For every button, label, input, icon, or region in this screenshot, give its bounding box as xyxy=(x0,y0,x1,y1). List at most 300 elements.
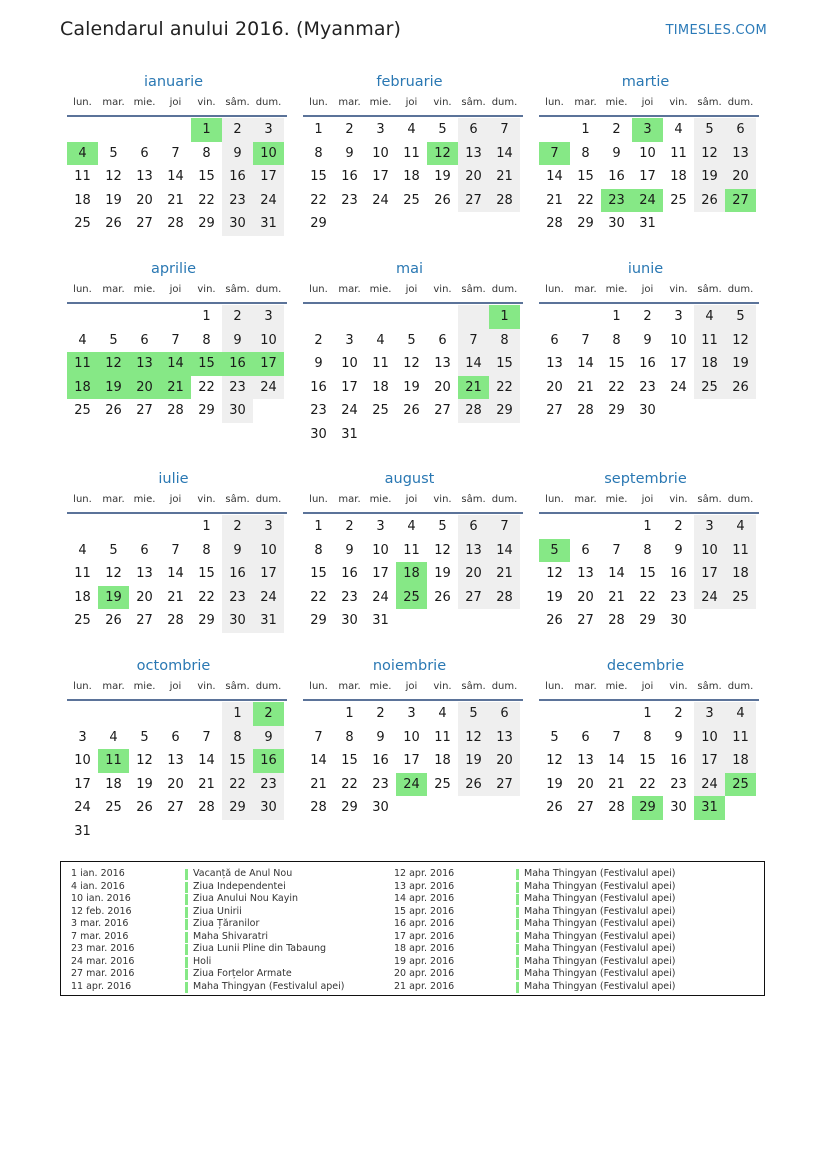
day-cell: 26 xyxy=(403,403,420,419)
day-cell: 14 xyxy=(198,753,215,769)
header-rule xyxy=(303,302,523,304)
day-cell: 12 xyxy=(105,566,122,582)
weekday-label: vin. xyxy=(197,494,216,505)
day-cell: 4 xyxy=(407,519,416,534)
day-cell: 30 xyxy=(341,613,358,629)
day-cell: 21 xyxy=(167,589,184,605)
legend-date: 15 apr. 2016 xyxy=(394,905,455,917)
day-cell: 6 xyxy=(438,332,447,348)
day-cell: 18 xyxy=(74,589,91,605)
month-februarie xyxy=(298,72,521,236)
day-cell: 7 xyxy=(314,729,323,745)
day-cell: 17 xyxy=(670,356,687,372)
day-cell: 27 xyxy=(136,613,153,629)
empty-cell xyxy=(427,305,458,329)
day-cell: 16 xyxy=(341,566,358,582)
month-octombrie xyxy=(62,656,285,844)
day-cell: 9 xyxy=(612,145,621,161)
day-cell: 5 xyxy=(109,542,118,558)
weekday-label: vin. xyxy=(197,681,216,692)
legend-date: 4 ian. 2016 xyxy=(71,880,125,892)
month-name: august xyxy=(384,471,435,487)
header-rule xyxy=(539,115,759,117)
header-rule xyxy=(539,699,759,701)
empty-cell xyxy=(160,118,191,142)
weekday-label: mie. xyxy=(133,284,156,295)
weekday-label: mie. xyxy=(133,681,156,692)
legend-marker xyxy=(516,869,519,880)
day-cell: 5 xyxy=(539,539,570,563)
day-cell: 27 xyxy=(458,189,489,213)
legend-date: 1 ian. 2016 xyxy=(71,868,125,879)
day-cell: 27 xyxy=(167,800,184,816)
day-cell: 29 xyxy=(489,399,520,423)
day-cell: 24 xyxy=(253,189,284,213)
day-cell: 17 xyxy=(372,169,389,185)
day-cell: 13 xyxy=(129,352,160,376)
day-cell: 26 xyxy=(105,216,122,232)
day-cell: 28 xyxy=(167,216,184,232)
day-cell: 1 xyxy=(222,702,253,726)
day-cell: 20 xyxy=(136,192,153,208)
day-cell: 1 xyxy=(191,118,222,142)
day-cell: 2 xyxy=(222,515,253,539)
day-cell: 28 xyxy=(608,613,625,629)
day-cell: 10 xyxy=(253,142,284,166)
day-cell: 19 xyxy=(546,589,563,605)
day-cell: 7 xyxy=(202,729,211,745)
day-cell: 12 xyxy=(725,329,756,353)
day-cell: 4 xyxy=(78,332,87,348)
day-cell: 29 xyxy=(632,796,663,820)
day-cell: 22 xyxy=(222,773,253,797)
legend-holiday-name: Maha Shivaratri xyxy=(193,930,269,942)
day-cell: 6 xyxy=(458,118,489,142)
month-mai xyxy=(298,259,521,447)
day-cell: 29 xyxy=(198,403,215,419)
empty-cell xyxy=(365,305,396,329)
day-cell: 14 xyxy=(546,169,563,185)
day-cell: 4 xyxy=(725,515,756,539)
header-rule xyxy=(539,302,759,304)
day-cell: 25 xyxy=(725,586,756,610)
day-cell: 23 xyxy=(601,189,632,213)
legend-row xyxy=(71,981,371,994)
weekday-label: joi xyxy=(169,97,182,108)
day-cell: 16 xyxy=(222,352,253,376)
day-cell: 10 xyxy=(253,539,284,563)
day-cell: 19 xyxy=(725,352,756,376)
legend-marker xyxy=(516,944,519,955)
day-cell: 5 xyxy=(140,729,149,745)
day-cell: 14 xyxy=(489,142,520,166)
weekday-label: mie. xyxy=(605,494,628,505)
weekday-label: mar. xyxy=(102,494,125,505)
day-cell: 8 xyxy=(581,145,590,161)
day-cell: 30 xyxy=(639,403,656,419)
empty-cell xyxy=(396,305,427,329)
weekday-label: mar. xyxy=(574,681,597,692)
legend-holiday-name: Maha Thingyan (Festivalul apei) xyxy=(193,980,345,992)
empty-cell xyxy=(570,515,601,539)
day-cell: 20 xyxy=(577,589,594,605)
day-cell: 29 xyxy=(577,216,594,232)
day-cell: 27 xyxy=(577,800,594,816)
weekday-label: mie. xyxy=(369,494,392,505)
month-iunie xyxy=(534,259,757,423)
header-rule xyxy=(67,115,287,117)
month-martie xyxy=(534,72,757,236)
empty-cell xyxy=(67,702,98,726)
legend-holiday-name: Ziua Forțelor Armate xyxy=(193,968,292,979)
day-cell: 25 xyxy=(74,216,91,232)
day-cell: 25 xyxy=(670,192,687,208)
weekday-label: vin. xyxy=(669,494,688,505)
empty-cell xyxy=(601,702,632,726)
weekday-label: lun. xyxy=(545,681,564,692)
legend-marker xyxy=(185,907,188,918)
day-cell: 14 xyxy=(160,352,191,376)
month-name: aprilie xyxy=(150,261,197,277)
legend-row xyxy=(394,956,694,969)
day-cell: 11 xyxy=(403,145,420,161)
legend-holiday-name: Maha Thingyan (Festivalul apei) xyxy=(524,868,676,879)
header-rule xyxy=(67,302,287,304)
month-septembrie xyxy=(534,469,757,633)
legend-marker xyxy=(185,894,188,905)
day-cell: 3 xyxy=(632,118,663,142)
day-cell: 17 xyxy=(74,776,91,792)
day-cell: 23 xyxy=(222,586,253,610)
day-cell: 10 xyxy=(372,542,389,558)
weekday-label: dum. xyxy=(491,97,518,108)
day-cell: 9 xyxy=(222,329,253,353)
day-cell: 12 xyxy=(434,542,451,558)
day-cell: 22 xyxy=(341,776,358,792)
day-cell: 14 xyxy=(167,169,184,185)
day-cell: 13 xyxy=(577,566,594,582)
weekday-label: joi xyxy=(169,681,182,692)
weekday-label: mie. xyxy=(605,681,628,692)
day-cell: 5 xyxy=(725,305,756,329)
weekday-label: lun. xyxy=(545,97,564,108)
weekday-label: sâm. xyxy=(697,97,722,108)
weekday-label: vin. xyxy=(669,284,688,295)
legend-holiday-name: Maha Thingyan (Festivalul apei) xyxy=(524,893,676,904)
legend-date: 18 apr. 2016 xyxy=(394,943,455,954)
legend-holiday-name: Ziua Independentei xyxy=(193,880,286,892)
day-cell: 27 xyxy=(725,189,756,213)
day-cell: 14 xyxy=(458,352,489,376)
day-cell: 23 xyxy=(639,379,656,395)
day-cell: 31 xyxy=(253,609,284,633)
day-cell: 31 xyxy=(372,613,389,629)
day-cell: 22 xyxy=(198,379,215,395)
day-cell: 15 xyxy=(310,566,327,582)
legend-date: 23 mar. 2016 xyxy=(71,943,135,954)
day-cell: 1 xyxy=(202,309,211,324)
legend-holiday-name: Maha Thingyan (Festivalul apei) xyxy=(524,955,676,967)
day-cell: 17 xyxy=(253,352,284,376)
weekday-label: mar. xyxy=(574,284,597,295)
day-cell: 26 xyxy=(546,613,563,629)
day-cell: 15 xyxy=(639,566,656,582)
day-cell: 3 xyxy=(253,118,284,142)
day-cell: 20 xyxy=(725,165,756,189)
day-cell: 26 xyxy=(694,189,725,213)
weekday-label: lun. xyxy=(73,284,92,295)
legend-date: 19 apr. 2016 xyxy=(394,955,455,967)
weekday-label: joi xyxy=(641,97,654,108)
weekday-label: joi xyxy=(405,494,418,505)
weekday-label: sâm. xyxy=(697,494,722,505)
legend-row xyxy=(71,931,371,944)
weekday-label: dum. xyxy=(491,681,518,692)
day-cell: 15 xyxy=(577,169,594,185)
legend-marker xyxy=(516,894,519,905)
day-cell: 13 xyxy=(167,753,184,769)
day-cell: 19 xyxy=(546,776,563,792)
day-cell: 3 xyxy=(674,309,683,324)
day-cell: 7 xyxy=(171,145,180,161)
weekday-label: dum. xyxy=(727,97,754,108)
day-cell: 2 xyxy=(345,519,354,534)
empty-cell xyxy=(539,515,570,539)
day-cell: 16 xyxy=(222,165,253,189)
day-cell: 14 xyxy=(608,753,625,769)
weekday-label: dum. xyxy=(491,494,518,505)
day-cell: 25 xyxy=(396,586,427,610)
day-cell: 4 xyxy=(725,702,756,726)
day-cell: 23 xyxy=(222,376,253,400)
day-cell: 2 xyxy=(376,706,385,721)
weekday-label: vin. xyxy=(669,97,688,108)
day-cell: 6 xyxy=(581,542,590,558)
legend-row xyxy=(394,918,694,931)
day-cell: 16 xyxy=(670,566,687,582)
day-cell: 2 xyxy=(253,702,284,726)
day-cell: 8 xyxy=(314,542,323,558)
day-cell: 22 xyxy=(489,376,520,400)
day-cell: 16 xyxy=(222,562,253,586)
day-cell: 28 xyxy=(577,403,594,419)
empty-cell xyxy=(160,702,191,726)
weekday-label: sâm. xyxy=(461,681,486,692)
weekday-label: lun. xyxy=(73,681,92,692)
weekday-label: mar. xyxy=(102,284,125,295)
month-name: martie xyxy=(621,74,670,90)
day-cell: 1 xyxy=(489,305,520,329)
empty-cell xyxy=(303,305,334,329)
month-name: decembrie xyxy=(606,658,685,674)
day-cell: 6 xyxy=(140,145,149,161)
day-cell: 23 xyxy=(341,589,358,605)
day-cell: 3 xyxy=(376,519,385,534)
empty-cell xyxy=(570,702,601,726)
day-cell: 11 xyxy=(434,729,451,745)
weekday-label: lun. xyxy=(545,284,564,295)
day-cell: 18 xyxy=(74,192,91,208)
day-cell: 27 xyxy=(136,403,153,419)
weekday-label: dum. xyxy=(727,681,754,692)
day-cell: 19 xyxy=(98,376,129,400)
day-cell: 29 xyxy=(198,216,215,232)
day-cell: 7 xyxy=(458,329,489,353)
legend-date: 21 apr. 2016 xyxy=(394,980,455,992)
day-cell: 9 xyxy=(222,539,253,563)
day-cell: 29 xyxy=(639,613,656,629)
day-cell: 5 xyxy=(694,118,725,142)
day-cell: 17 xyxy=(639,169,656,185)
weekday-label: dum. xyxy=(727,494,754,505)
day-cell: 6 xyxy=(458,515,489,539)
legend-row xyxy=(394,931,694,944)
weekday-label: joi xyxy=(641,284,654,295)
day-cell: 3 xyxy=(253,515,284,539)
day-cell: 11 xyxy=(74,169,91,185)
day-cell: 13 xyxy=(725,142,756,166)
month-name: iunie xyxy=(627,261,664,277)
legend-holiday-name: Maha Thingyan (Festivalul apei) xyxy=(524,968,676,979)
day-cell: 30 xyxy=(670,800,687,816)
legend-holiday-name: Ziua Lunii Pline din Tabaung xyxy=(193,943,327,954)
day-cell: 1 xyxy=(314,519,323,534)
empty-cell xyxy=(98,118,129,142)
legend-marker xyxy=(516,957,519,968)
weekday-label: lun. xyxy=(545,494,564,505)
brand-link[interactable]: TIMESLES.COM xyxy=(665,23,767,38)
empty-cell xyxy=(539,702,570,726)
day-cell: 29 xyxy=(222,796,253,820)
legend-row xyxy=(394,881,694,894)
weekday-label: vin. xyxy=(197,284,216,295)
legend-date: 12 feb. 2016 xyxy=(71,905,132,917)
empty-cell xyxy=(160,305,191,329)
day-cell: 5 xyxy=(458,702,489,726)
month-name: ianuarie xyxy=(143,74,204,90)
legend-marker xyxy=(185,932,188,943)
day-cell: 22 xyxy=(639,776,656,792)
day-cell: 18 xyxy=(725,749,756,773)
weekday-label: dum. xyxy=(255,97,282,108)
month-name: februarie xyxy=(376,74,443,90)
legend-marker xyxy=(185,944,188,955)
day-cell: 10 xyxy=(74,753,91,769)
day-cell: 6 xyxy=(140,542,149,558)
day-cell: 15 xyxy=(639,753,656,769)
day-cell: 24 xyxy=(670,379,687,395)
legend-holiday-name: Holi xyxy=(193,955,212,967)
legend-row xyxy=(394,906,694,919)
day-cell: 29 xyxy=(310,613,327,629)
day-cell: 20 xyxy=(546,379,563,395)
day-cell: 26 xyxy=(136,800,153,816)
day-cell: 19 xyxy=(458,749,489,773)
day-cell: 22 xyxy=(310,192,327,208)
legend-row xyxy=(394,968,694,981)
weekday-label: mar. xyxy=(102,97,125,108)
day-cell: 11 xyxy=(725,726,756,750)
day-cell: 12 xyxy=(427,142,458,166)
day-cell: 12 xyxy=(98,352,129,376)
day-cell: 4 xyxy=(438,706,447,721)
day-cell: 9 xyxy=(222,142,253,166)
header-rule xyxy=(303,115,523,117)
day-cell: 4 xyxy=(67,142,98,166)
day-cell: 28 xyxy=(198,800,215,816)
empty-cell xyxy=(129,702,160,726)
legend-holiday-name: Ziua Unirii xyxy=(193,905,242,917)
legend-marker xyxy=(516,932,519,943)
day-cell: 23 xyxy=(253,773,284,797)
legend-marker xyxy=(516,919,519,930)
day-cell: 28 xyxy=(489,189,520,213)
legend-date: 16 apr. 2016 xyxy=(394,918,455,929)
day-cell: 23 xyxy=(670,589,687,605)
weekday-label: joi xyxy=(169,284,182,295)
day-cell: 10 xyxy=(403,729,420,745)
day-cell: 10 xyxy=(694,726,725,750)
day-cell: 12 xyxy=(694,142,725,166)
day-cell: 29 xyxy=(608,403,625,419)
month-iulie xyxy=(62,469,285,633)
weekday-label: mie. xyxy=(605,284,628,295)
legend-row xyxy=(71,893,371,906)
day-cell: 22 xyxy=(198,192,215,208)
day-cell: 4 xyxy=(407,122,416,137)
weekday-label: dum. xyxy=(491,284,518,295)
weekday-label: mar. xyxy=(102,681,125,692)
day-cell: 12 xyxy=(458,726,489,750)
day-cell: 18 xyxy=(434,753,451,769)
day-cell: 13 xyxy=(546,356,563,372)
day-cell: 9 xyxy=(674,729,683,745)
day-cell: 22 xyxy=(639,589,656,605)
day-cell: 24 xyxy=(253,376,284,400)
weekday-label: vin. xyxy=(433,494,452,505)
day-cell: 25 xyxy=(74,613,91,629)
day-cell: 24 xyxy=(372,589,389,605)
day-cell: 16 xyxy=(253,749,284,773)
day-cell: 15 xyxy=(191,352,222,376)
day-cell: 18 xyxy=(725,562,756,586)
day-cell: 30 xyxy=(222,609,253,633)
day-cell: 1 xyxy=(345,706,354,721)
weekday-label: sâm. xyxy=(461,97,486,108)
day-cell: 26 xyxy=(458,773,489,797)
weekday-label: lun. xyxy=(73,494,92,505)
legend-holiday-name: Maha Thingyan (Festivalul apei) xyxy=(524,980,676,992)
day-cell: 17 xyxy=(694,749,725,773)
day-cell: 26 xyxy=(105,403,122,419)
day-cell: 25 xyxy=(725,773,756,797)
day-cell: 24 xyxy=(396,773,427,797)
day-cell: 8 xyxy=(612,332,621,348)
day-cell: 11 xyxy=(372,356,389,372)
legend-marker xyxy=(516,882,519,893)
header-rule xyxy=(67,512,287,514)
day-cell: 21 xyxy=(608,776,625,792)
day-cell: 12 xyxy=(403,356,420,372)
day-cell: 9 xyxy=(345,542,354,558)
header-rule xyxy=(67,699,287,701)
day-cell: 17 xyxy=(694,562,725,586)
legend-row xyxy=(394,981,694,994)
weekday-label: mar. xyxy=(574,97,597,108)
day-cell: 23 xyxy=(310,403,327,419)
day-cell: 24 xyxy=(694,773,725,797)
legend-row xyxy=(394,943,694,956)
